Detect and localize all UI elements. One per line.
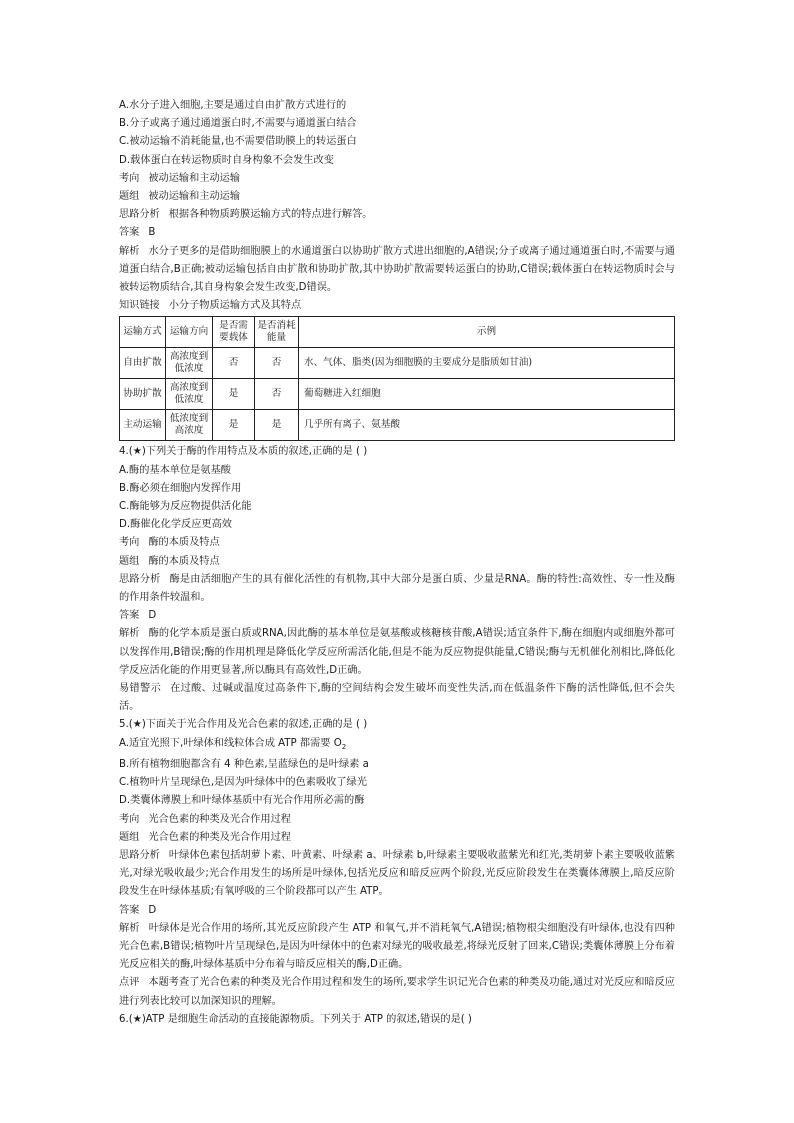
q5-tizu bbox=[119, 829, 675, 847]
table-cell: 否 bbox=[255, 379, 299, 410]
silu-label: 思路分析 bbox=[119, 209, 160, 221]
q5-answer bbox=[119, 902, 675, 920]
q5-kaoxiang bbox=[119, 811, 675, 829]
q5-option-b[interactable]: B.所有植物细胞都含有 4 种色素,呈蓝绿色的是叶绿素 a bbox=[119, 758, 369, 770]
table-cell: 否 bbox=[255, 348, 299, 379]
table-cell: 高浓度到低浓度 bbox=[166, 379, 213, 410]
q3-option-c[interactable]: C.被动运输不消耗能量,也不需要借助膜上的转运蛋白 bbox=[119, 136, 357, 148]
tizu-label: 题组 bbox=[119, 191, 140, 203]
table-header-cell: 是否消耗能量 bbox=[255, 317, 299, 348]
table-header-cell: 运输方向 bbox=[166, 317, 213, 348]
table-cell: 葡萄糖进入红细胞 bbox=[299, 379, 675, 410]
table-cell: 否 bbox=[213, 348, 255, 379]
silu-label: 思路分析 bbox=[119, 849, 160, 861]
jiexi-text: 水分子更多的是借助细胞膜上的水通道蛋白以协助扩散方式进出细胞的,A错误;分子或离子通过通道蛋白时,不需要与通道蛋白结合,B正确;被动运输包括自由扩散和协助扩散,其中协助扩散需要转运蛋白的协助,C错误;载体蛋白在转运物质时会与被转运物质结合,其自身构象会发生改变,D错误。 bbox=[119, 245, 675, 294]
q3-kaoxiang bbox=[119, 170, 675, 188]
kaoxiang-text: 酶的本质及特点 bbox=[148, 537, 220, 549]
zhishi-label: 知识链接 bbox=[119, 300, 160, 312]
q3-silu bbox=[119, 206, 675, 224]
table-cell: 自由扩散 bbox=[120, 348, 166, 379]
q5-jiexi bbox=[119, 920, 675, 975]
table-cell: 是 bbox=[213, 410, 255, 441]
table-row bbox=[120, 410, 675, 441]
zhishi-text: 小分子物质运输方式及其特点 bbox=[168, 300, 302, 312]
q3-option-a[interactable]: A.水分子进入细胞,主要是通过自由扩散方式进行的 bbox=[119, 100, 347, 111]
answer-text: B bbox=[148, 227, 156, 239]
q4-option-b[interactable]: B.酶必须在细胞内发挥作用 bbox=[119, 482, 242, 494]
q4-stem: 4.(★)下列关于酶的作用特点及本质的叙述,正确的是 ( ) bbox=[119, 446, 368, 458]
answer-label: 答案 bbox=[119, 227, 140, 239]
table-cell: 水、气体、脂类(因为细胞膜的主要成分是脂质如甘油) bbox=[299, 348, 675, 379]
answer-label: 答案 bbox=[119, 610, 140, 622]
table-header-cell: 示例 bbox=[299, 317, 675, 348]
tizu-text: 酶的本质及特点 bbox=[148, 555, 220, 567]
table-row bbox=[120, 348, 675, 379]
silu-text: 酶是由活细胞产生的具有催化活性的有机物,其中大部分是蛋白质、少量是RNA。酶的特性:高效性、专一性及酶的作用条件较温和。 bbox=[119, 573, 675, 604]
jiexi-label: 解析 bbox=[119, 245, 140, 257]
table-cell: 是 bbox=[213, 379, 255, 410]
table-cell: 主动运输 bbox=[120, 410, 166, 441]
q4-option-c[interactable]: C.酶能够为反应物提供活化能 bbox=[119, 501, 252, 513]
silu-text: 根据各种物质跨膜运输方式的特点进行解答。 bbox=[168, 209, 373, 221]
table-header-cell: 是否需要载体 bbox=[213, 317, 255, 348]
q3-zhishi bbox=[119, 297, 675, 315]
q5-stem: 5.(★)下面关于光合作用及光合色素的叙述,正确的是 ( ) bbox=[119, 719, 368, 731]
q5-dianping bbox=[119, 974, 675, 1010]
transport-table bbox=[119, 316, 675, 441]
answer-text: D bbox=[148, 904, 157, 916]
q5-option-c[interactable]: C.植物叶片呈现绿色,是因为叶绿体中的色素吸收了绿光 bbox=[119, 777, 367, 789]
jiexi-label: 解析 bbox=[119, 628, 140, 640]
dianping-text: 本题考查了光合色素的种类及光合作用过程和发生的场所,要求学生识记光合色素的种类及功能,通过对光反应和暗反应进行列表比较可以加深知识的理解。 bbox=[119, 977, 675, 1007]
table-cell: 几乎所有离子、氨基酸 bbox=[299, 410, 675, 441]
q5-silu bbox=[119, 847, 675, 902]
table-header-row bbox=[120, 317, 675, 348]
q4-yicuo bbox=[119, 680, 675, 716]
yicuo-label: 易错警示 bbox=[119, 683, 162, 695]
table-cell: 低浓度到高浓度 bbox=[166, 410, 213, 441]
q4-tizu bbox=[119, 553, 675, 571]
table-cell: 是 bbox=[255, 410, 299, 441]
kaoxiang-label: 考向 bbox=[119, 537, 140, 549]
q4-silu bbox=[119, 571, 675, 607]
document-page bbox=[119, 97, 675, 1029]
answer-text: D bbox=[148, 610, 157, 622]
silu-label: 思路分析 bbox=[119, 573, 161, 585]
tizu-text: 光合色素的种类及光合作用过程 bbox=[148, 831, 291, 843]
kaoxiang-label: 考向 bbox=[119, 172, 140, 184]
q3-tizu bbox=[119, 188, 675, 206]
q4-jiexi bbox=[119, 625, 675, 680]
q4-kaoxiang bbox=[119, 534, 675, 552]
q5-option-a-subscript: 2 bbox=[341, 742, 347, 751]
kaoxiang-text: 光合色素的种类及光合作用过程 bbox=[148, 813, 291, 825]
tizu-label: 题组 bbox=[119, 555, 140, 567]
q5-option-a-text: A.适宜光照下,叶绿体和线粒体合成 ATP 都需要 O bbox=[119, 737, 342, 749]
tizu-text: 被动运输和主动运输 bbox=[148, 191, 241, 203]
q3-option-d[interactable]: D.载体蛋白在转运物质时自身构象不会发生改变 bbox=[119, 154, 334, 166]
q4-option-d[interactable]: D.酶催化化学反应更高效 bbox=[119, 519, 232, 531]
table-row bbox=[120, 379, 675, 410]
table-cell: 协助扩散 bbox=[120, 379, 166, 410]
table-header-cell: 运输方式 bbox=[120, 317, 166, 348]
kaoxiang-label: 考向 bbox=[119, 813, 140, 825]
kaoxiang-text: 被动运输和主动运输 bbox=[148, 172, 241, 184]
silu-text: 叶绿体色素包括胡萝卜素、叶黄素、叶绿素 a、叶绿素 b,叶绿素主要吸收蓝紫光和红光,类胡萝卜素主要吸收蓝紫光,对绿光吸收最少;光合作用发生的场所是叶绿体,包括光反应和暗反应两个阶段,光反应阶段发生在类囊体薄膜上,暗反应阶段发生在叶绿体基质;有氧呼吸的三个阶段都可以产生 ATP。 bbox=[119, 849, 675, 898]
jiexi-text: 酶的化学本质是蛋白质或RNA,因此酶的基本单位是氨基酸或核糖核苷酸,A错误;适宜条件下,酶在细胞内或细胞外都可以发挥作用,B错误;酶的作用机理是降低化学反应所需活化能,但是不能为反应物提供能量,C错误;酶与无机催化剂相比,降低化学反应活化能的作用更显著,所以酶具有高效性,D正确。 bbox=[119, 628, 676, 676]
jiexi-text: 叶绿体是光合作用的场所,其光反应阶段产生 ATP 和氧气,并不消耗氧气,A错误;植物根尖细胞没有叶绿体,也没有四种光合色素,B错误;植物叶片呈现绿色,是因为叶绿体中的色素对绿光的吸收最差,将绿光反射了回来,C错误;类囊体薄膜上分布着光反应相关的酶,叶绿体基质中分布着与暗反应相关的酶,D正确。 bbox=[119, 922, 675, 971]
q3-answer bbox=[119, 224, 675, 242]
q4-answer bbox=[119, 607, 675, 625]
q6-stem: 6.(★)ATP 是细胞生命活动的直接能源物质。下列关于 ATP 的叙述,错误的是( ) bbox=[119, 1013, 472, 1025]
jiexi-label: 解析 bbox=[119, 922, 140, 934]
dianping-label: 点评 bbox=[119, 977, 140, 989]
q4-option-a[interactable]: A.酶的基本单位是氨基酸 bbox=[119, 464, 231, 476]
q3-jiexi bbox=[119, 243, 675, 298]
answer-label: 答案 bbox=[119, 904, 140, 916]
tizu-label: 题组 bbox=[119, 831, 140, 843]
table-cell: 高浓度到低浓度 bbox=[166, 348, 213, 379]
q5-option-d[interactable]: D.类囊体薄膜上和叶绿体基质中有光合作用所必需的酶 bbox=[119, 795, 365, 807]
yicuo-text: 在过酸、过碱或温度过高条件下,酶的空间结构会发生破坏而变性失活,而在低温条件下酶的活性降低,但不会失活。 bbox=[119, 683, 675, 713]
q5-option-a[interactable] bbox=[119, 735, 675, 756]
q3-option-b[interactable]: B.分子或离子通过通道蛋白时,不需要与通道蛋白结合 bbox=[119, 118, 357, 130]
